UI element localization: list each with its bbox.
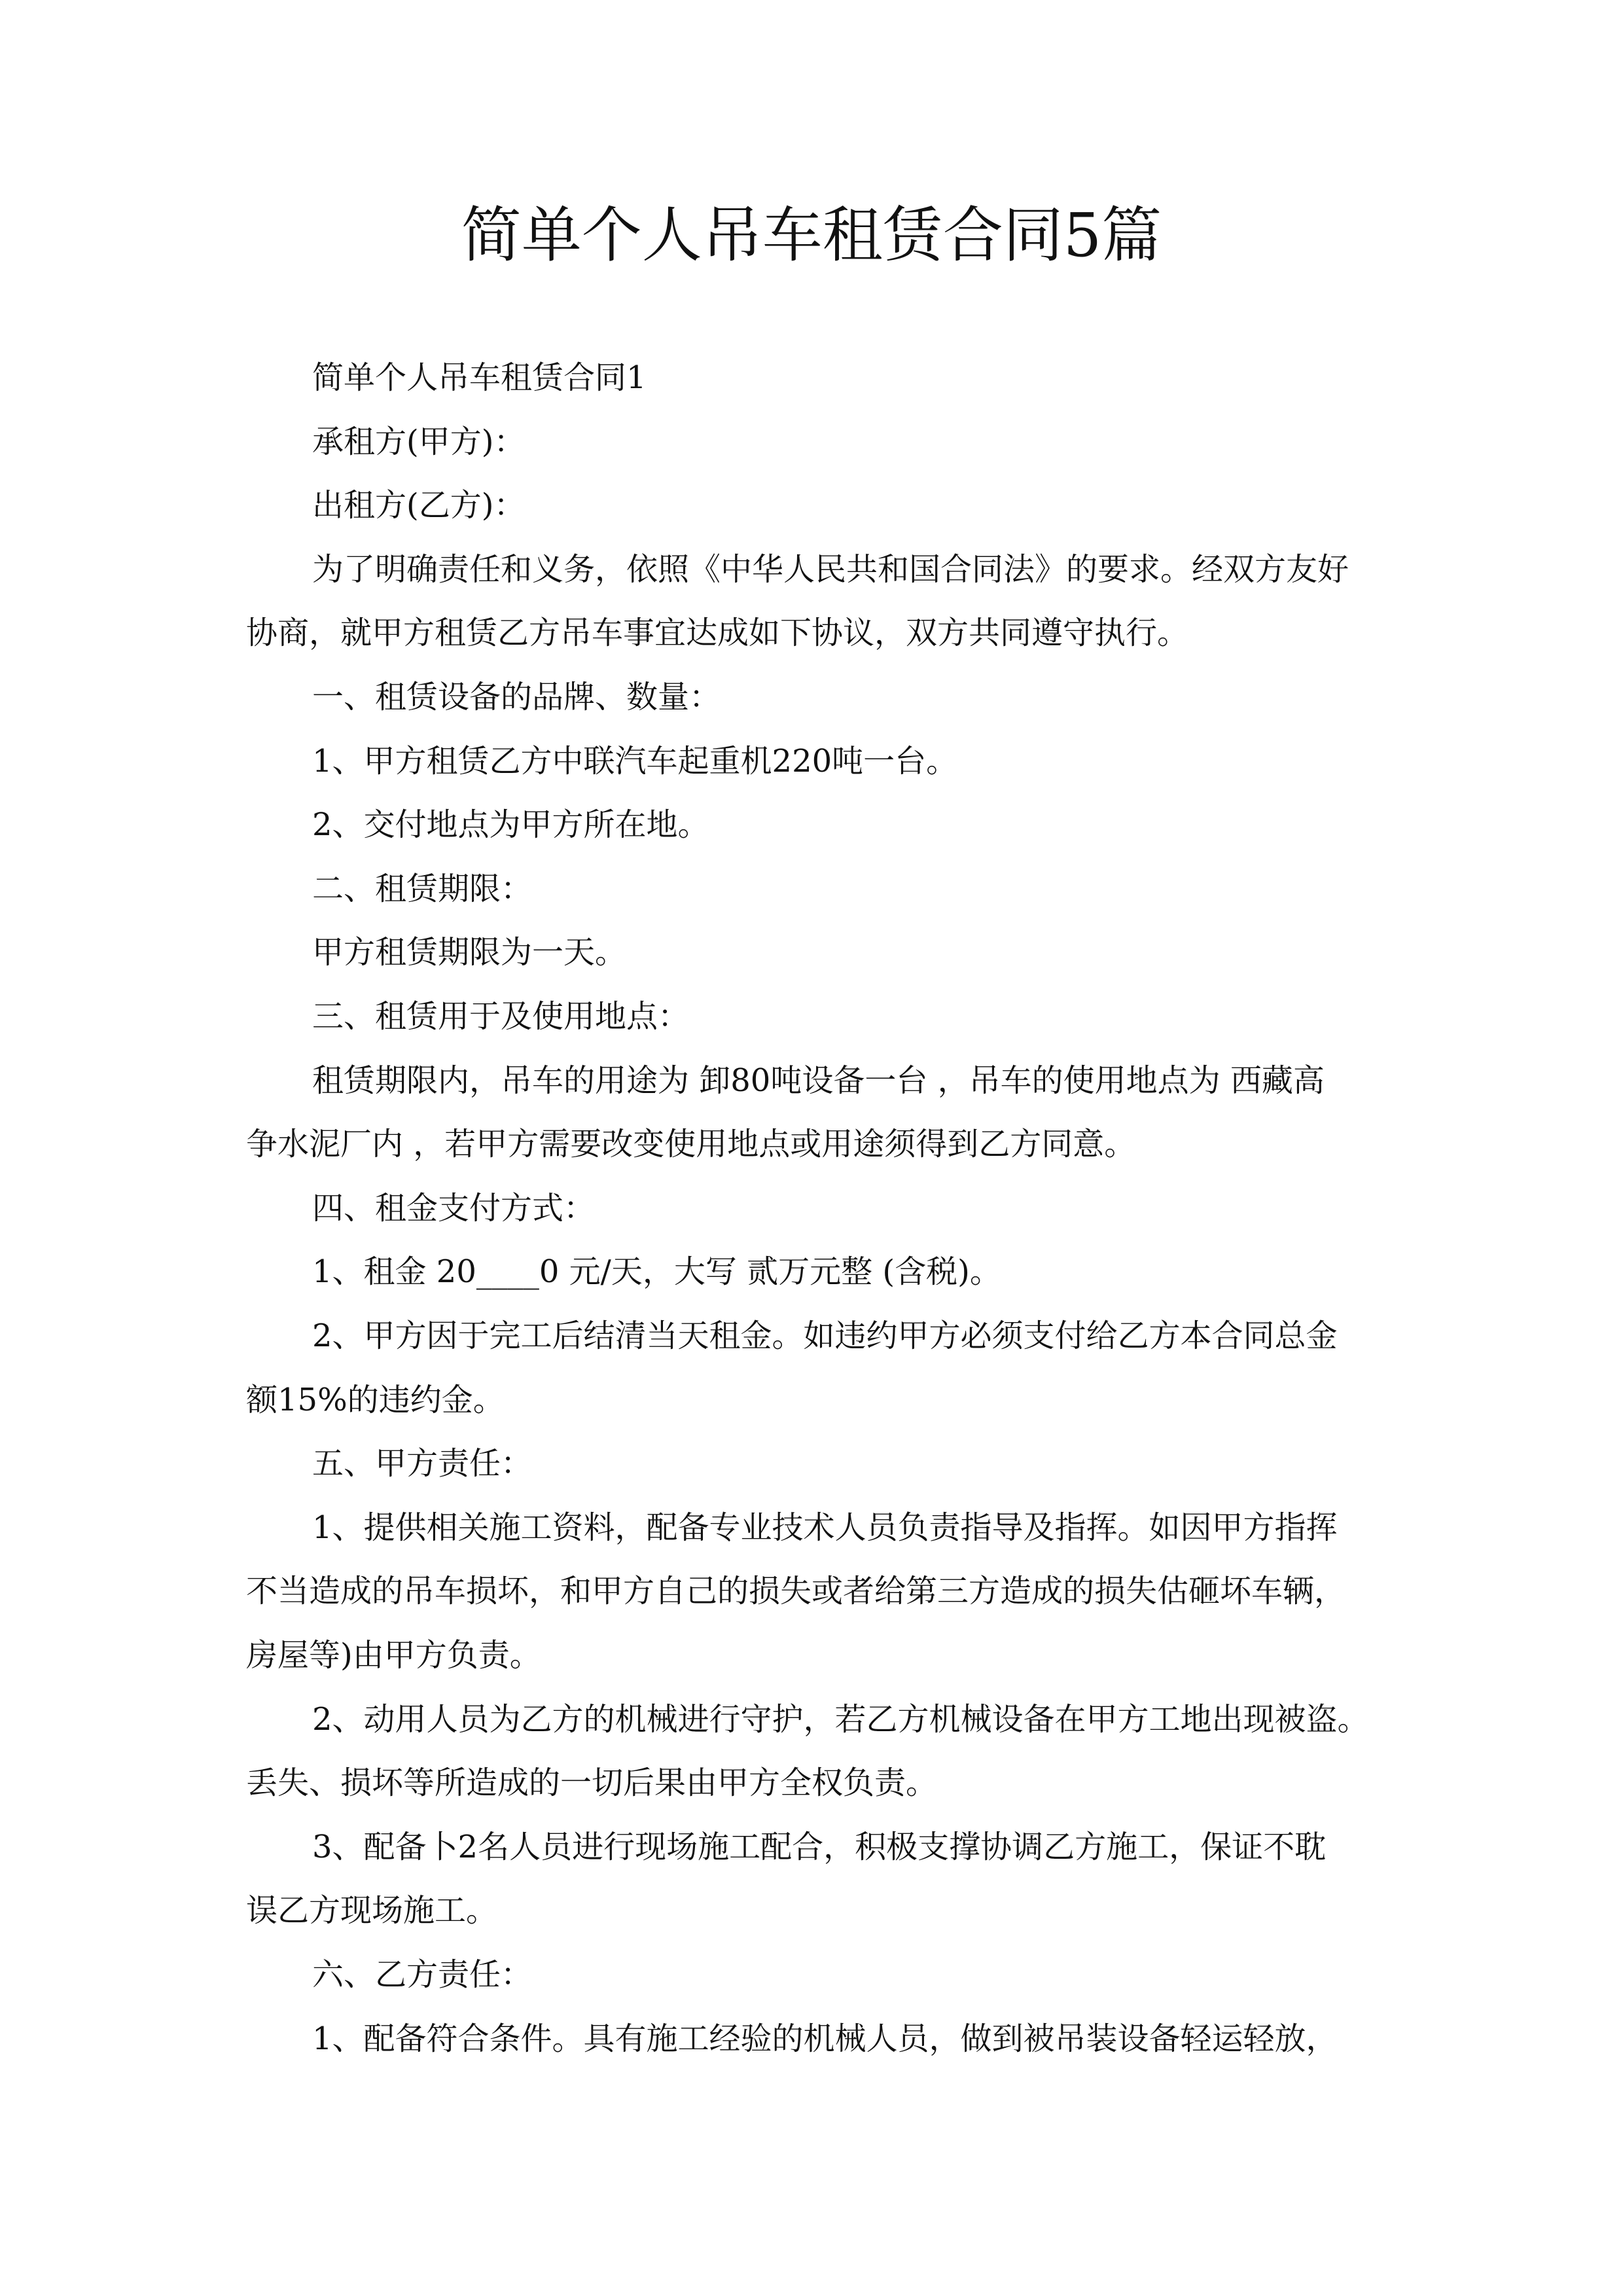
paragraph-first-line: 租赁期限内，吊车的用途为 卸80吨设备一台 ，吊车的使用地点为 西藏高 (312, 1062, 1325, 1099)
paragraph-line: 丢失、损坏等所造成的一切后果由甲方全权负责。 (246, 1765, 938, 1802)
paragraph-first-line: 3、配备卜2名人员进行现场施工配合，积极支撑协调乙方施工，保证不耽 (312, 1828, 1327, 1865)
paragraph-first-line: 1、配备符合条件。具有施工经验的机械人员，做到被吊装设备轻运轻放， (312, 2020, 1338, 2057)
paragraph-first-line: 六、乙方责任： (312, 1956, 533, 1993)
paragraph-first-line: 甲方租赁期限为一天。 (312, 934, 627, 971)
paragraph-first-line: 2、动用人员为乙方的机械进行守护，若乙方机械设备在甲方工地出现被盗。 (312, 1700, 1369, 1738)
paragraph-first-line: 为了明确责任和义务，依照《中华人民共和国合同法》的要求。经双方友好 (312, 550, 1349, 588)
paragraph-first-line: 1、甲方租赁乙方中联汽车起重机220吨一台。 (312, 742, 958, 780)
paragraph-line: 争水泥厂内 ，若甲方需要改变使用地点或用途须得到乙方同意。 (246, 1126, 1136, 1163)
paragraph-first-line: 2、交付地点为甲方所在地。 (312, 806, 709, 844)
paragraph-first-line: 出租方(乙方)： (312, 487, 526, 524)
document-title: 简单个人吊车租赁合同5篇 (461, 200, 1162, 270)
paragraph-first-line: 简单个人吊车租赁合同1 (312, 359, 647, 396)
paragraph-first-line: 2、甲方因于完工后结清当天租金。如违约甲方必须支付给乙方本合同总金 (312, 1318, 1338, 1354)
paragraph-line: 协商，就甲方租赁乙方吊车事宜达成如下协议，双方共同遵守执行。 (246, 615, 1189, 652)
paragraph-first-line: 四、租金支付方式： (312, 1189, 596, 1227)
paragraph-first-line: 三、租赁用于及使用地点： (312, 998, 690, 1035)
paragraph-line: 房屋等)由甲方负责。 (246, 1637, 541, 1674)
paragraph-first-line: 五、甲方责任： (312, 1445, 533, 1482)
paragraph-line: 额15%的违约金。 (246, 1381, 505, 1418)
paragraph-first-line: 二、租赁期限： (312, 870, 533, 907)
paragraph-first-line: 一、租赁设备的品牌、数量： (312, 679, 721, 715)
paragraph-line: 误乙方现场施工。 (246, 1892, 498, 1929)
paragraph-first-line: 1、提供相关施工资料，配备专业技术人员负责指导及指挥。如因甲方指挥 (312, 1509, 1338, 1546)
paragraph-line: 不当造成的吊车损坏，和甲方自己的损失或者给第三方造成的损失估砸坏车辆， (246, 1573, 1346, 1610)
paragraph-first-line: 1、租金 20____0 元/天，大写 贰万元整 (含税)。 (312, 1253, 1001, 1291)
paragraph-first-line: 承租方(甲方)： (312, 423, 526, 460)
